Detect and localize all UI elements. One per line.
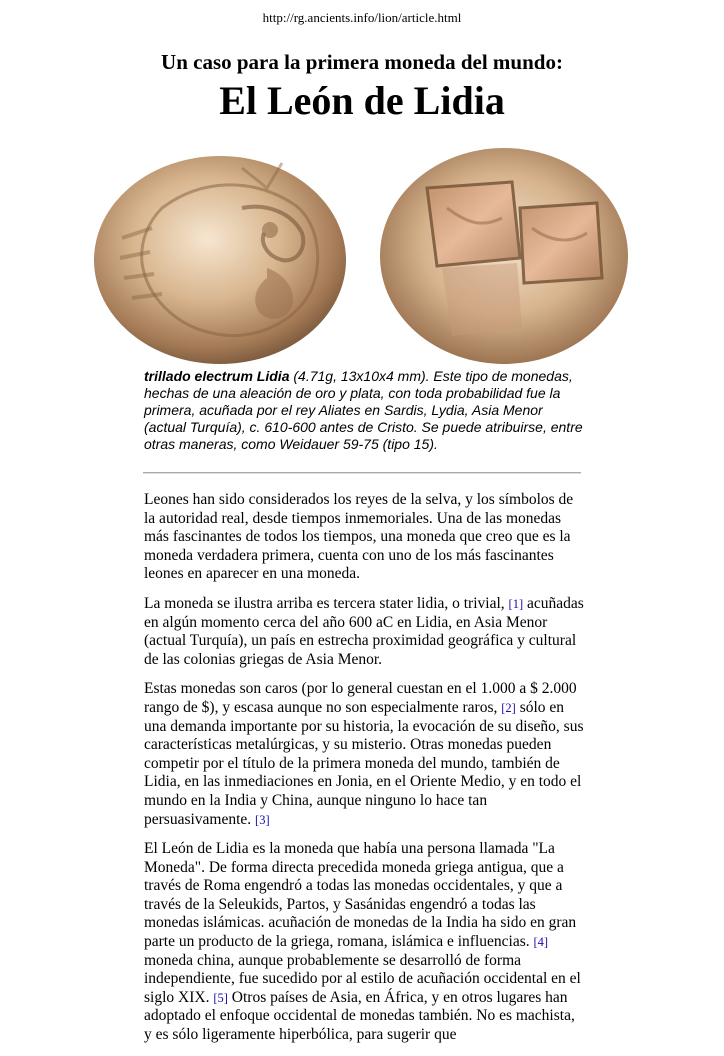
- paragraph-2-text-a: La moneda se ilustra arriba es tercera stater lidia, o trivial,: [144, 594, 509, 612]
- article-title: El León de Lidia: [219, 78, 505, 123]
- paragraph-4-text-a: El León de Lidia es la moneda que había una persona llamada "La Moneda". De forma directa precedida moneda griega antigua, que a través de Roma engendró a todas las monedas occidentales, y que a través de la Seleukids, Partos, y Sasánidas engendró a todas las monedas islámicas. acuñación de monedas de la India ha sido en gran parte un producto de la griega, romana, islámica e influencias.: [144, 840, 577, 951]
- paragraph-3-text-b: sólo en una demanda importante por su historia, la evocación de su diseño, sus características metalúrgicas, y su misterio. Otras monedas pueden competir por el título de la primera moneda del mundo, también de Lidia, en las inmediaciones en Jonia, en el Oriente Medio, y en todo el mundo en la India y China, aunque ninguno lo hace tan persuasivamente.: [144, 698, 584, 828]
- caption-text: (4.71g, 13x10x4 mm). Este tipo de monedas, hechas de una aleación de oro y plata, con toda probabilidad fue la primera, acuñada por el rey Aliates en Sardis, Lydia, Asia Menor (actual Turquía), c. 610-600 antes de Cristo. Se puede atribuirse, entre otras maneras, como Weidauer 59-75 (tipo 15).: [144, 368, 583, 452]
- article-subtitle: Un caso para la primera moneda del mundo:: [161, 50, 563, 74]
- footnote-link-3[interactable]: [3]: [255, 812, 270, 827]
- paragraph-4-text-b: moneda china, aunque probablemente se desarrolló de forma independiente, fue sucedido por al estilo de acuñación occidental en el siglo XIX.: [144, 951, 581, 1006]
- horizontal-rule: [143, 472, 581, 474]
- paragraph-2-text-b: acuñadas en algún momento cerca del año 600 aC en Lidia, en Asia Menor (actual Turquía), un país en estrecha proximidad geográfica y cultural de las colonias griegas de Asia Menor.: [144, 594, 584, 668]
- article-body: [144, 491, 586, 1056]
- footnote-link-5[interactable]: [5]: [213, 990, 228, 1005]
- paragraph-3-text-a: Estas monedas son caros (por lo general cuestan en el 1.000 a $ 2.000 rango de $), y escasa aunque no son especialmente raros,: [144, 680, 577, 716]
- paragraph-4: [144, 840, 586, 1045]
- paragraph-1: Leones han sido considerados los reyes de la selva, y los símbolos de la autoridad real, desde tiempos inmemoriales. Una de las monedas más fascinantes de todos los tiempos, una moneda que creo que es la moneda verdadera primera, cuenta con uno de los más fascinantes leones en aparecer en una moneda.: [144, 491, 574, 583]
- footnote-link-2[interactable]: [2]: [501, 700, 516, 715]
- coin-obverse-lion: [94, 156, 346, 364]
- coin-reverse-punch: [380, 148, 628, 364]
- footnote-link-4[interactable]: [4]: [533, 935, 549, 950]
- paragraph-4-text-c: Otros países de Asia, en África, y en otros lugares han adoptado el enfoque occidental de monedas también. No es machista, y es sólo ligeramente hiperbólica, para sugerir que: [144, 988, 575, 1044]
- paragraph-3: [144, 680, 586, 829]
- footnote-link-1[interactable]: [1]: [508, 596, 524, 611]
- coin-photo: [92, 148, 632, 368]
- page-url: http://rg.ancients.info/lion/article.html: [262, 10, 462, 25]
- paragraph-2: [144, 595, 586, 669]
- caption-bold: trillado electrum Lidia: [144, 368, 290, 384]
- figure-caption: [144, 368, 584, 453]
